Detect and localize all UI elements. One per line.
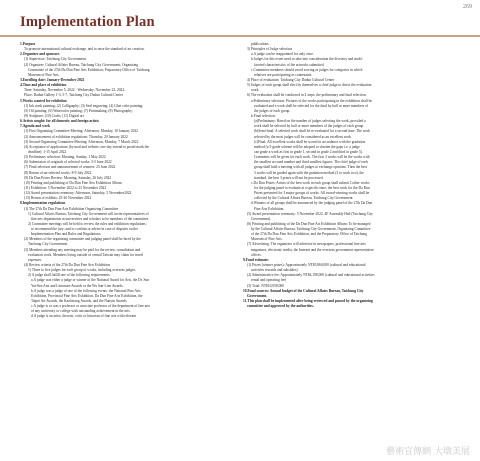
- text-line: (8) Return of un-selected works: 8-9 July 2022: [24, 170, 92, 175]
- text-line: the smallest accrued number and third smallest figures. The chief judge of each: [254, 160, 368, 165]
- text-line: of any university or college with outstanding achievement in the arts.: [31, 309, 131, 314]
- text-line: (6) Submission of originals of selected works: 3-5 June 2022: [24, 160, 112, 165]
- text-line: activities rewards and subsidies): [251, 268, 298, 273]
- text-line: expenses.: [28, 257, 42, 262]
- text-line: a.Preliminary selection: Pictures of the works participating in the exhibition shall be: [251, 98, 372, 103]
- text-line: Prizes presented for 3 major groups of works. All award-winning works shall be: [254, 191, 370, 196]
- text-line: Comments will be given for each work. The first 3 works will be the works with: [254, 155, 370, 160]
- text-line: Fine Arts Exhibition.: [254, 206, 285, 211]
- text-line: (1) First Organizing Committee Meeting: Afternoon, Monday, 10 January 2022: [24, 129, 138, 134]
- text-line: d.A judge is an artist, theorist, critic or historian of fine arts with relevant: [31, 314, 136, 319]
- text-line: (3) Second Organizing Committee Meeting: Afternoon, Monday, 7 March 2022: [24, 139, 139, 144]
- text-line: of the 27th Da Dun Fine Arts Exhibition, and the Preparatory Office of Taichung: [251, 232, 367, 237]
- text-line: 2) A judge shall fulfill one of the following requirements:: [28, 273, 111, 278]
- text-line: 6) The evaluation shall be conducted in 2 steps: the preliminary and final selection.: [247, 93, 367, 98]
- text-line: Museum of Fine Arts.: [251, 237, 283, 242]
- text-line: To promote international cultural exchange, and to raise the standard of art creation.: [24, 47, 145, 52]
- text-line: c.A judge is or was a professor or associate professor of the department of fine arts: [31, 304, 150, 309]
- section-heading: 7.Agenda and work: [20, 124, 51, 129]
- right-column: [243, 42, 465, 309]
- text-line: b.Judges for this event need to take into consideration the diversity and multi-: [251, 57, 363, 62]
- text-line: (1) Prizes (winner prizes): Approximately NT$5,860,000 (cultural and educational: [247, 263, 366, 268]
- text-line: by the Cultural Affairs Bureau, Taichung City Government, Organizing Committee: [251, 227, 371, 232]
- text-line: (2) Administrative fee: Approximately NT$4,198,000 (cultural and educational activities: [247, 273, 375, 278]
- text-line: work.: [251, 88, 260, 93]
- text-line: offices.: [251, 252, 262, 257]
- text-line: (9) Sculpture; (10) Crafts; (11) Digital art: [24, 113, 84, 118]
- text-line: 1) Three to five judges for each group of works, including overseas judges.: [28, 268, 136, 273]
- section-heading: Government.: [247, 293, 268, 298]
- text-line: (3) Members attending any meeting may be paid for the review, consultation and: [24, 247, 141, 252]
- text-line: (12) Award presentation ceremony: Afternoon, Saturday, 5 November2022: [24, 191, 132, 196]
- text-line: 3) Principles of Judge selection: [247, 47, 293, 52]
- text-line: Committee of the 27th Da Dun Fine Arts Exhibition; Preparatory Office of Taichung: [28, 67, 150, 72]
- text-line: 4) Place of evaluation: Taichung City Dadun Cultural Center: [247, 77, 335, 82]
- text-line: (1) The 27th Da Dun Fine Arts Exhibition Organizing Committee: [24, 206, 119, 211]
- text-line: publications.: [251, 42, 270, 46]
- section-heading: committee and approved by the authorities.: [247, 304, 314, 309]
- text-line: fine arts departments at universities and scholars to be members of the committee.: [31, 216, 150, 221]
- text-line: (13) Return of exhibits: 25-26 November 2022: [24, 196, 92, 201]
- text-line: magazines, electronic media, the Internet and the overseas government representative: [251, 247, 374, 252]
- text-line: Exhibition, Provincial Fine Arts Exhibition, Da Dun Fine Arts Exhibition, the: [31, 293, 143, 298]
- text-line: d.Winners of all groups shall be announced by the judging panel of the 27th Da Dun: [251, 201, 373, 206]
- text-line: relatives are participating as contestants.: [254, 72, 313, 77]
- text-line: Yat-Sen Arts and Literature Awards or the Wu San-Lien Awards.: [31, 283, 124, 288]
- left-column: [20, 42, 236, 320]
- text-line: selected by the most judges will be considered as an excellent work.: [254, 134, 352, 139]
- text-line: 3 works will be graded again with the gradation method (3 to work two), the: [254, 170, 364, 175]
- watermark-logo: 藝術宣傳網 大墩美展: [386, 447, 470, 457]
- text-line: 2) Committee meetings will be held to review the rules and exhibition regulations;: [28, 221, 147, 226]
- text-line: (2) Announcement of exhibition regulations: Thursday, 20 January 2022: [24, 134, 128, 139]
- text-line: (3) Total: NT$10,058,000: [247, 283, 285, 288]
- text-line: Place: Dadun Gallery 1-3, 5-7, Taichung City Dadun Cultural Center: [24, 93, 123, 98]
- text-line: (2) Members of the organizing committee and judging panel shall be hired by the: [24, 237, 141, 242]
- text-line: Implementation Plan and Rules and Regulations.: [31, 232, 102, 237]
- text-line: c.Da Dun Prizes: Artists of the best work in each group shall submit 3 other works: [251, 180, 370, 185]
- section-heading: 8.Implementation regulations: [20, 201, 66, 206]
- text-line: (4) Acceptance of applications (by mail and website, one day extend to postal mark the: [24, 144, 150, 149]
- title-divider: [0, 35, 480, 37]
- text-line: collected by the Cultural Affairs Bureau, Taichung City Government.: [254, 196, 354, 201]
- text-line: b.A judge was a judge of one of the following events: the National Fine Arts: [31, 288, 141, 293]
- text-line: (7) Final selection and announcement of winners: 25 June 2022: [24, 165, 116, 170]
- text-line: 5) Judges of each group shall elect by themselves a chief judge to direct the evaluation: [247, 83, 372, 88]
- text-line: Taipei Art Awards, the Kaohsiung Awards, and the Nanyin Awards.: [31, 299, 128, 304]
- text-line: faceted characteristics of the artworks submitted.: [254, 62, 325, 67]
- text-line: (c)Final: All excellent works shall be scored in accordance with the gradation: [254, 139, 366, 144]
- section-heading: 11.This plan shall be implemented after being reviewed and passed by the organizing: [243, 299, 373, 304]
- text-line: (11) Exhibition: 5 November 2022 to 23 November 2022: [24, 185, 107, 190]
- text-line: (1) Ink wash painting; (2) Calligraphy; (3) Seal engraving; (4) Glue color painting;: [24, 103, 144, 108]
- section-heading: 9.Fund estimate:: [243, 257, 269, 262]
- page-title: Implementation Plan: [20, 14, 155, 30]
- text-line: evaluated and a work shall be selected for the final by half or more members of: [254, 103, 369, 108]
- page-number: 269: [463, 4, 472, 10]
- text-line: b.Final selection:: [251, 113, 276, 118]
- text-line: Taichung City Government.: [28, 242, 69, 247]
- text-line: (9) Da Dun Prizes Review: Morning, Saturday, 26 July 2022: [24, 175, 112, 180]
- text-line: Government).: [251, 216, 272, 221]
- section-heading: 2.Organizer and sponsors: [20, 52, 60, 57]
- text-line: (7) Advertising: The organizers will advertise in newspapers, professional fine arts: [247, 242, 366, 247]
- section-heading: 5.Works wanted for exhibition: [20, 98, 67, 103]
- text-line: c.Committee members should avoid serving as judges for categories in which: [251, 67, 363, 72]
- text-line: work shall be selected by half or more members of the judges of each group.: [254, 124, 365, 129]
- text-line: standard, the best 3 prizes will not be processed.: [254, 175, 324, 180]
- text-line: (5) Oil painting; (6) Watercolor painting; (7) Printmaking; (8) Photography;: [24, 108, 133, 113]
- text-line: the judges of each group.: [254, 108, 291, 113]
- text-line: a.A judge can be reappointed for only once.: [251, 52, 314, 57]
- text-line: for the judging panel to evaluate at a specific time; the best work for the Da Dun: [254, 185, 370, 190]
- section-heading: 10.Fund sources: Annual budget of the Cultural Affairs Bureau, Taichung City: [243, 288, 364, 293]
- section-heading: 4.Time and place of exhibition: [20, 83, 67, 88]
- section-heading: 6.Artists sought: for all domestic and foreign artists: [20, 119, 99, 124]
- text-line: Time: Saturday, November 5, 2022 - Wednesday, November 23, 2022.: [24, 88, 126, 93]
- text-line: to recommend the jury; and to confirm or advise in case of disputes on the: [31, 227, 138, 232]
- text-line: rental and operating fee): [251, 278, 287, 283]
- text-line: (4) Review criteria of the 27th Da Dun Fine Arts Exhibition: [24, 263, 111, 268]
- text-line: 1) Cultural Affairs Bureau, Taichung City Government will invite representatives of: [28, 211, 149, 216]
- text-line: (5) Award presentation ceremony: 5 November 2022, 4F Assembly Hall (Taichung City: [247, 211, 373, 216]
- text-line: Museum of Fine Arts.: [28, 72, 60, 77]
- text-line: (6) Printing and publishing of the Da Dun Fine Art Exhibition Album: To be managed: [247, 221, 371, 226]
- section-heading: 1.Purpose: [20, 42, 36, 46]
- text-line: group shall hold a meeting with all judges to exchange opinions. Then the best: [254, 165, 367, 170]
- section-heading: 3.Enrolling date: January-December 2022: [20, 77, 85, 82]
- text-line: a.A judge was either a judge or winner of the National Award for Arts, the Dr. Sun: [31, 278, 150, 283]
- text-line: (2) Organizer: Cultural Affairs Bureau, Taichung City Government; Organizing: [24, 62, 139, 67]
- text-line: (5) Preliminary selection: Morning, Sunday, 1 May 2022: [24, 155, 106, 160]
- text-line: evaluation work. Members living outside of central Taiwan may claim for travel: [28, 252, 144, 257]
- text-line: (a)Preliminary: Based on the number of judges selecting the work, provided a: [254, 119, 366, 124]
- text-line: method (a 5-grade scheme will be adopted to shorten the gaps i.e. a judge: [254, 144, 360, 149]
- text-line: (10) Printing and publishing of Da Dun Fine Arts Exhibition Album: [24, 180, 122, 185]
- text-line: (b)Semi-final: A selected work shall be re-evaluated for a second time. The work: [254, 129, 371, 134]
- text-line: (1) Supervisor: Taichung City Government.: [24, 57, 87, 62]
- text-line: can grade a work as first in grade 1, second in grade 2 and third in grade 3).: [254, 149, 363, 154]
- text-line: deadline): 1-15 April 2022: [28, 149, 67, 154]
